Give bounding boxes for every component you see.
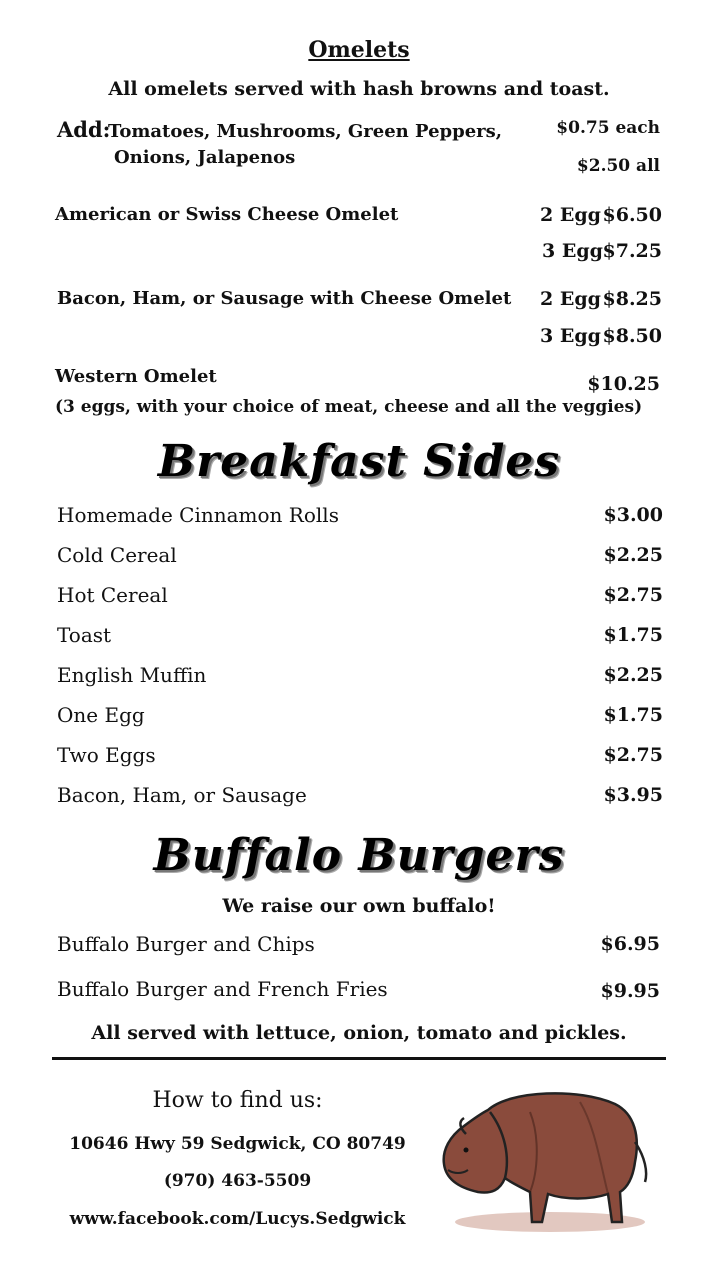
burger-item-name: Buffalo Burger and Chips [57, 932, 315, 956]
omelet-item-name: Bacon, Ham, or Sausage with Cheese Omelet [57, 288, 512, 309]
buffalo-icon [430, 1082, 660, 1242]
add-price-all: $2.50 all [576, 156, 660, 176]
side-name: Cold Cereal [57, 543, 177, 567]
side-price: $3.00 [603, 504, 663, 526]
side-price: $2.25 [603, 544, 663, 566]
omelet-price: $8.25 [602, 288, 662, 310]
burgers-subtitle: We raise our own buffalo! [222, 895, 496, 917]
list-item [57, 583, 663, 623]
side-name: Toast [57, 623, 112, 647]
add-label: Add: [57, 117, 111, 142]
burger-item-price: $6.95 [600, 933, 660, 955]
list-item [57, 623, 663, 663]
add-price-each: $0.75 each [556, 118, 660, 138]
omelets-title: Omelets [308, 37, 410, 63]
list-item [57, 503, 663, 543]
side-name: One Egg [57, 703, 145, 727]
list-item [57, 743, 663, 783]
side-price: $2.75 [603, 744, 663, 766]
omelet-price: $6.50 [602, 204, 662, 226]
burgers-note: All served with lettuce, onion, tomato and pickles. [91, 1022, 627, 1044]
omelet-price: $7.25 [602, 240, 662, 262]
address: 10646 Hwy 59 Sedgwick, CO 80749 [69, 1134, 406, 1154]
add-items-line1: Tomatoes, Mushrooms, Green Peppers, [108, 121, 503, 142]
side-price: $1.75 [603, 704, 663, 726]
omelet-option: 2 Egg [540, 288, 601, 310]
omelet-option: 3 Egg [542, 240, 603, 262]
breakfast-sides-heading: Breakfast Sides [157, 436, 561, 487]
phone: (970) 463-5509 [163, 1171, 312, 1191]
side-name: Homemade Cinnamon Rolls [57, 503, 339, 527]
divider [52, 1057, 666, 1060]
list-item [57, 543, 663, 583]
side-name: Hot Cereal [57, 583, 168, 607]
sides-list [57, 503, 663, 823]
side-name: English Muffin [57, 663, 207, 687]
omelet-price: $8.50 [602, 325, 662, 347]
find-us-heading: How to find us: [152, 1088, 323, 1113]
western-omelet-price: $10.25 [587, 373, 660, 395]
side-price: $2.75 [603, 584, 663, 606]
list-item [57, 663, 663, 703]
facebook-link[interactable]: www.facebook.com/Lucys.Sedgwick [69, 1209, 406, 1229]
side-price: $1.75 [603, 624, 663, 646]
western-omelet-name: Western Omelet [55, 366, 217, 387]
omelet-item-name: American or Swiss Cheese Omelet [55, 204, 399, 225]
omelets-subtitle: All omelets served with hash browns and toast. [108, 78, 610, 100]
buffalo-burgers-heading: Buffalo Burgers [153, 830, 565, 881]
add-items-line2: Onions, Jalapenos [114, 147, 296, 168]
list-item [57, 783, 663, 823]
western-omelet-desc: (3 eggs, with your choice of meat, cheese and all the veggies) [55, 397, 643, 417]
list-item [57, 703, 663, 743]
side-name: Bacon, Ham, or Sausage [57, 783, 307, 807]
burger-item-price: $9.95 [600, 980, 660, 1002]
omelet-option: 3 Egg [540, 325, 601, 347]
burger-item-name: Buffalo Burger and French Fries [57, 977, 388, 1001]
side-name: Two Eggs [57, 743, 156, 767]
omelet-option: 2 Egg [540, 204, 601, 226]
side-price: $2.25 [603, 664, 663, 686]
side-price: $3.95 [603, 784, 663, 806]
